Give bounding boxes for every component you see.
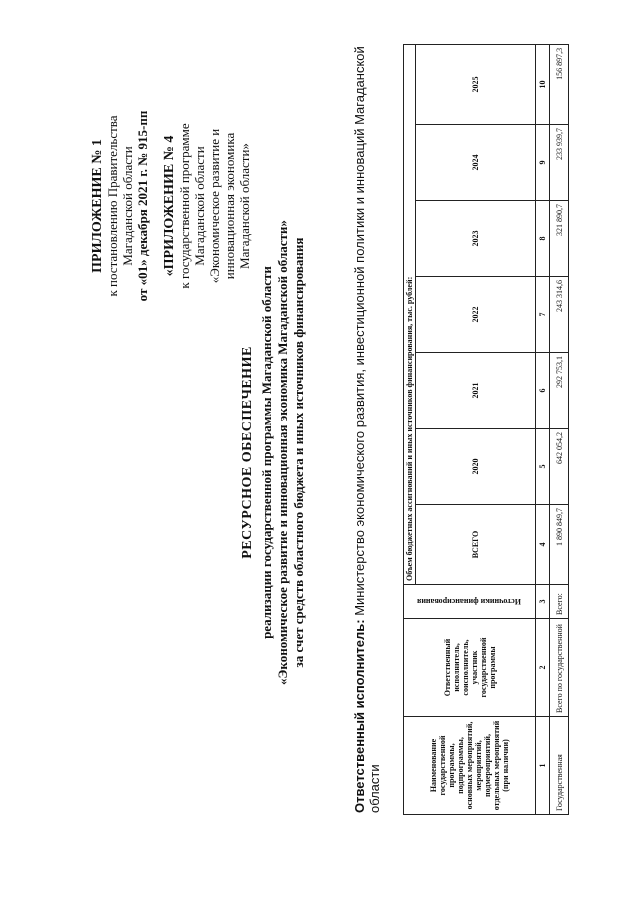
row-total: 1 890 849,7 [550,505,569,585]
appendix-line: к постановлению Правительства [105,115,120,297]
row-executor: Всего по государственной [550,619,569,717]
appendix-line: к государственной программе [177,123,192,289]
appendix-title-2: «ПРИЛОЖЕНИЕ № 4 [162,135,177,277]
heading-main: РЕСУРСНОЕ ОБЕСПЕЧЕНИЕ [240,346,255,559]
appendix-line: «Экономическое развитие и [207,128,222,284]
table-row [550,44,569,814]
header-year: ВСЕГО [416,505,536,585]
executor-label: Ответственный исполнитель: [352,619,367,813]
resource-table [403,44,569,815]
col-number: 6 [536,353,550,429]
col-number: 1 [536,717,550,815]
header-year: 2023 [416,201,536,277]
heading-sub: «Экономическое развитие и инновационная экономика Магаданской области» [275,220,290,685]
header-name: Наименование государственной программы, подпрограммы, основных мероприятий, мероприятий, подмероприятий, отдельных мероприятий (при наличии) [404,717,536,815]
row-source: Всего: [550,585,569,619]
header-source: Источники финансирования [404,585,536,619]
header-year: 2024 [416,125,536,201]
appendix-title: ПРИЛОЖЕНИЕ № 1 [90,139,105,273]
heading-sub: реализации государственной программы Магаданской области [259,266,274,639]
row-name: Государственная [550,717,569,815]
appendix-line: от «01» декабря 2021 г. № 915-пп [135,110,150,302]
column-numbers-row [536,44,550,814]
col-number: 8 [536,201,550,277]
row-2021: 292 753,1 [550,353,569,429]
row-2024: 233 939,7 [550,125,569,201]
header-year: 2021 [416,353,536,429]
header-year: 2025 [416,44,536,124]
heading-sub: за счет средств областного бюджета и иных источников финансирования [291,237,306,668]
appendix-line: Магаданской области [192,146,207,266]
executor-text: Министерство экономического развития, инвестиционной политики и инноваций Магаданской области [352,46,382,813]
row-2020: 642 054,2 [550,429,569,505]
header-year: 2020 [416,429,536,505]
header-group: Объем бюджетных ассигнований и иных источников финансирования, тыс. рублей: [404,44,416,584]
row-2022: 243 314,6 [550,277,569,353]
col-number: 4 [536,505,550,585]
responsible-executor [352,43,382,813]
appendix-line: Магаданской области» [237,143,252,269]
row-2025: 156 897,3 [550,44,569,124]
col-number: 10 [536,44,550,124]
col-number: 7 [536,277,550,353]
row-2023: 321 890,7 [550,201,569,277]
appendix-line: инновационная экономика [222,132,237,280]
col-number: 9 [536,125,550,201]
col-number: 5 [536,429,550,505]
header-year: 2022 [416,277,536,353]
header-executor: Ответственный исполнитель, соисполнитель, участник государственной программы [404,619,536,717]
col-number: 3 [536,585,550,619]
document-heading [240,0,307,905]
col-number: 2 [536,619,550,717]
appendix-line: Магаданской области [120,146,135,266]
appendix-block [90,96,252,316]
